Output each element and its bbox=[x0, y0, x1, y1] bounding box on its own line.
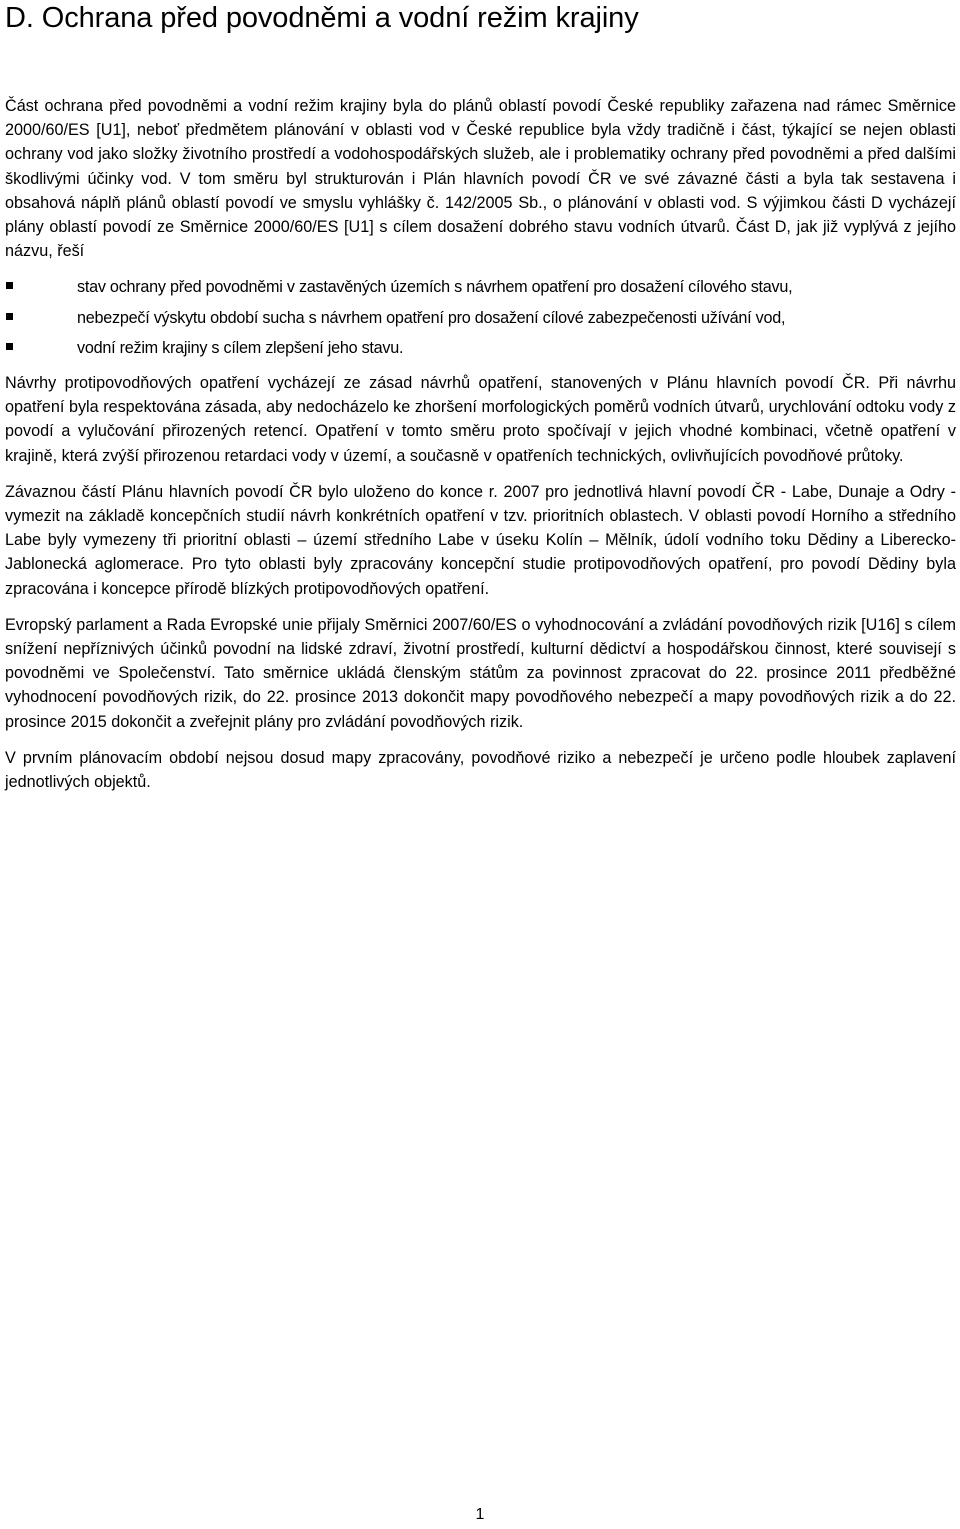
page-number: 1 bbox=[475, 1506, 485, 1523]
section-heading: D. Ochrana před povodněmi a vodní režim krajiny bbox=[5, 2, 639, 34]
square-bullet-icon bbox=[6, 282, 13, 289]
paragraph-measures: Návrhy protipovodňových opatření vycházejí ze zásad návrhů opatření, stanovených v Plánu hlavních povodí ČR. Při návrhu opatření byla respektována zásada, aby nedocházelo ke zhoršení morfologických poměrů vodních útvarů, urychlování odtoku vody z povodí a vylučování přirozených retencí. Opatření v tomto směru proto spočívají v jejich vhodné kombinaci, včetně opatření v krajině, která zvýší přirozenou retardaci vody v území, a současně v opatřeních technických, ovlivňujících povodňové průtoky. bbox=[5, 374, 956, 465]
square-bullet-icon bbox=[6, 313, 13, 320]
list-item bbox=[5, 306, 956, 330]
list-item bbox=[5, 275, 956, 299]
paragraph-binding-part: Závaznou částí Plánu hlavních povodí ČR bylo uloženo do konce r. 2007 pro jednotlivá hlavní povodí ČR - Labe, Dunaje a Odry - vymezit na základě koncepčních studií návrh konkrétních opatření v tzv. prioritních oblastech. V oblasti povodí Horního a středního Labe byly vymezeny tři prioritní oblasti – území středního Labe v úseku Kolín – Mělník, údolí vodního toku Dědiny a Liberecko-Jablonecká aglomerace. Pro tyto oblasti byly zpracovány koncepční studie protipovodňových opatření, pro povodí Dědiny byla zpracována i koncepce přírodě blízkých protipovodňových opatření. bbox=[5, 482, 956, 598]
list-item-text: nebezpečí výskytu období sucha s návrhem opatření pro dosažení cílové zabezpečenosti užívání vod, bbox=[77, 308, 786, 327]
paragraph-first-period: V prvním plánovacím období nejsou dosud mapy zpracovány, povodňové riziko a nebezpečí je určeno podle hloubek zaplavení jednotlivých objektů. bbox=[5, 748, 956, 792]
bullet-list bbox=[5, 275, 956, 360]
paragraph-intro: Část ochrana před povodněmi a vodní režim krajiny byla do plánů oblastí povodí České republiky zařazena nad rámec Směrnice 2000/60/ES [U1], neboť předmětem plánování v oblasti vod v České republice byla vždy tradičně i část, týkající se nejen oblasti ochrany vod jako složky životního prostředí a vodohospodářských služeb, ale i problematiky ochrany před povodněmi a před dalšími škodlivými účinky vod. V tom směru byl strukturován i Plán hlavních povodí ČR ve své závazné části a byla tak sestavena i obsahová náplň plánů oblastí povodí ve smyslu vyhlášky č. 142/2005 Sb., o plánování v oblasti vod. S výjimkou části D vycházejí plány oblastí povodí ze Směrnice 2000/60/ES [U1] s cílem dosažení dobrého stavu vodních útvarů. Část D, jak již vyplývá z jejího názvu, řeší bbox=[5, 97, 956, 261]
paragraph-eu-directive: Evropský parlament a Rada Evropské unie přijaly Směrnici 2007/60/ES o vyhodnocování a zvládání povodňových rizik [U16] s cílem snížení nepříznivých účinků povodní na lidské zdraví, životní prostředí, kulturní dědictví a hospodářskou činnost, které souvisejí s povodněmi ve Společenství. Tato směrnice ukládá členským státům za povinnost zpracovat do 22. prosince 2011 předběžné vyhodnocení povodňových rizik, do 22. prosince 2013 dokončit mapy povodňového nebezpečí a mapy povodňových rizik a do 22. prosince 2015 dokončit a zveřejnit plány pro zvládání povodňových rizik. bbox=[5, 615, 956, 731]
list-item-text: vodní režim krajiny s cílem zlepšení jeho stavu. bbox=[77, 338, 404, 357]
list-item bbox=[5, 336, 956, 360]
document-page bbox=[5, 0, 956, 792]
list-item-text: stav ochrany před povodněmi v zastavěných územích s návrhem opatření pro dosažení cílového stavu, bbox=[77, 278, 793, 297]
square-bullet-icon bbox=[6, 343, 13, 350]
document-body bbox=[5, 94, 956, 806]
